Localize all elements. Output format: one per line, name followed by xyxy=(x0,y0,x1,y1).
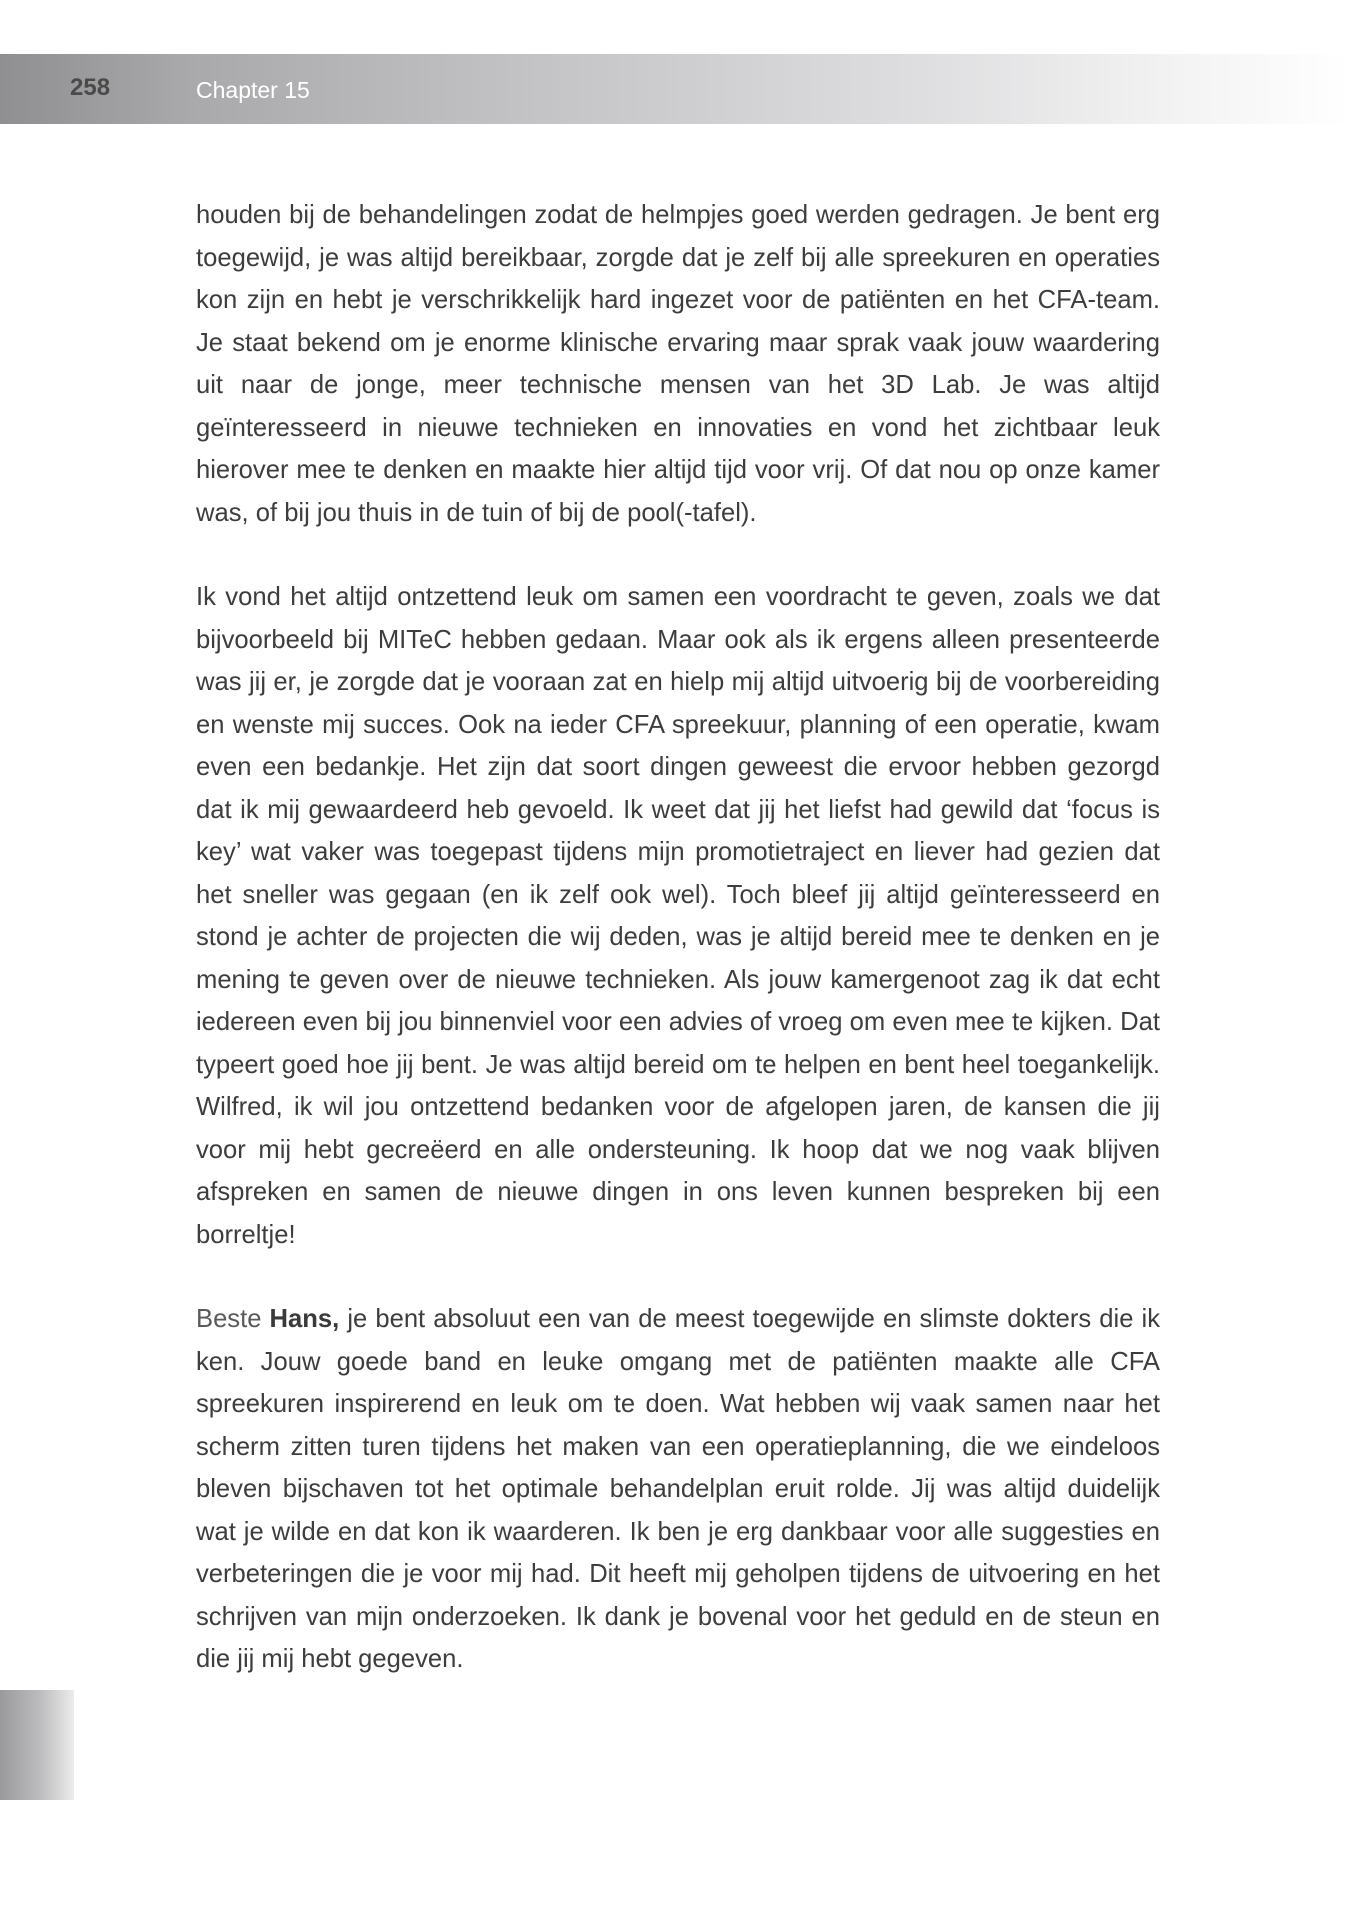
chapter-title: Chapter 15 xyxy=(196,77,310,103)
salutation-word: Beste xyxy=(196,1305,262,1333)
page-number: 258 xyxy=(70,74,111,101)
chapter-side-tab xyxy=(0,1690,74,1800)
paragraph-3 xyxy=(196,1298,1160,1681)
paragraph-1: houden bij de behandelingen zodat de helmpjes goed werden gedragen. Je bent erg toegewijd, je was altijd bereikbaar, zorgde dat je zelf bij alle spreekuren en operaties kon zijn en hebt je verschrikkelijk hard ingezet voor de patiënten en het CFA-team. Je staat bekend om je enorme klinische ervaring maar sprak vaak jouw waardering uit naar de jonge, meer technische mensen van het 3D Lab. Je was altijd geïnteresseerd in nieuwe technieken en innovaties en vond het zichtbaar leuk hierover mee te denken en maakte hier altijd tijd voor vrij. Of dat nou op onze kamer was, of bij jou thuis in de tuin of bij de pool(-tafel). xyxy=(196,201,1160,527)
addressee-name: Hans, xyxy=(269,1305,340,1333)
paragraph-3-body: je bent absoluut een van de meest toegewijde en slimste dokters die ik ken. Jouw goede band en leuke omgang met de patiënten maakte alle CFA spreekuren inspirerend en leuk om te doen. Wat hebben wij vaak samen naar het scherm zitten turen tijdens het maken van een operatieplanning, die we eindeloos bleven bijschaven tot het optimale behandelplan eruit rolde. Jij was altijd duidelijk wat je wilde en dat kon ik waarderen. Ik ben je erg dankbaar voor alle suggesties en verbeteringen die je voor mij had. Dit heeft mij geholpen tijdens de uitvoering en het schrijven van mijn onderzoeken. Ik dank je bovenal voor het geduld en de steun en die jij mij hebt gegeven. xyxy=(196,1305,1160,1673)
body-text xyxy=(196,194,1160,1723)
paragraph-2: Ik vond het altijd ontzettend leuk om samen een voordracht te geven, zoals we dat bijvoorbeeld bij MITeC hebben gedaan. Maar ook als ik ergens alleen presenteerde was jij er, je zorgde dat je vooraan zat en hielp mij altijd uitvoerig bij de voorbereiding en wenste mij succes. Ook na ieder CFA spreekuur, planning of een operatie, kwam even een bedankje. Het zijn dat soort dingen geweest die ervoor hebben gezorgd dat ik mij gewaardeerd heb gevoeld. Ik weet dat jij het liefst had gewild dat ‘focus is key’ wat vaker was toegepast tijdens mijn promotietraject en liever had gezien dat het sneller was gegaan (en ik zelf ook wel). Toch bleef jij altijd geïnteresseerd en stond je achter de projecten die wij deden, was je altijd bereid mee te denken en je mening te geven over de nieuwe technieken. Als jouw kamergenoot zag ik dat echt iedereen even bij jou binnenviel voor een advies of vroeg om even mee te kijken. Dat typeert goed hoe jij bent. Je was altijd bereid om te helpen en bent heel toegankelijk. Wilfred, ik wil jou ontzettend bedanken voor de afgelopen jaren, de kansen die jij voor mij hebt gecreëerd en alle ondersteuning. Ik hoop dat we nog vaak blijven afspreken en samen de nieuwe dingen in ons leven kunnen bespreken bij een borreltje! xyxy=(196,583,1160,1249)
